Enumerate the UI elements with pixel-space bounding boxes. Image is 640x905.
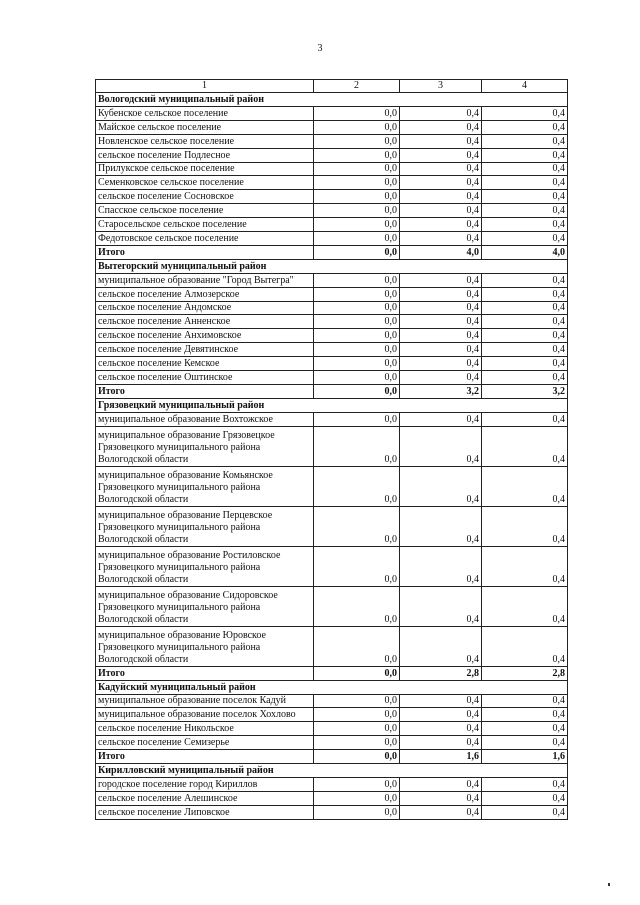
value-column-4: 0,4	[482, 586, 568, 626]
value-column-4: 0,4	[482, 134, 568, 148]
table-row	[96, 722, 568, 736]
value-column-2: 0,0	[314, 371, 400, 385]
district-title: Вытегорский муниципальный район	[96, 259, 568, 273]
settlement-name: Семенковское сельское поселение	[96, 176, 314, 190]
table-row	[96, 134, 568, 148]
settlement-name: сельское поселение Кемское	[96, 357, 314, 371]
total-row	[96, 666, 568, 680]
value-column-2: 0,0	[314, 722, 400, 736]
total-column-2: 0,0	[314, 750, 400, 764]
table-row	[96, 626, 568, 666]
value-column-3: 0,4	[400, 778, 482, 792]
total-column-4: 2,8	[482, 666, 568, 680]
value-column-3: 0,4	[400, 466, 482, 506]
value-column-2: 0,0	[314, 805, 400, 819]
total-label: Итого	[96, 245, 314, 259]
table-row	[96, 412, 568, 426]
value-column-2: 0,0	[314, 791, 400, 805]
settlement-name: сельское поселение Семизерье	[96, 736, 314, 750]
settlement-name: муниципальное образование поселок Кадуй	[96, 694, 314, 708]
value-column-4: 0,4	[482, 736, 568, 750]
value-column-4: 0,4	[482, 162, 568, 176]
total-label: Итого	[96, 666, 314, 680]
value-column-2: 0,0	[314, 287, 400, 301]
settlement-name: Новленское сельское поселение	[96, 134, 314, 148]
settlement-name: Майское сельское поселение	[96, 120, 314, 134]
table-row	[96, 694, 568, 708]
value-column-2: 0,0	[314, 343, 400, 357]
value-column-4: 0,4	[482, 120, 568, 134]
value-column-4: 0,4	[482, 426, 568, 466]
value-column-4: 0,4	[482, 546, 568, 586]
value-column-4: 0,4	[482, 791, 568, 805]
value-column-2: 0,0	[314, 506, 400, 546]
value-column-2: 0,0	[314, 134, 400, 148]
value-column-3: 0,4	[400, 120, 482, 134]
settlement-name: сельское поселение Девятинское	[96, 343, 314, 357]
value-column-2: 0,0	[314, 694, 400, 708]
district-header-row	[96, 398, 568, 412]
value-column-3: 0,4	[400, 722, 482, 736]
table-body	[96, 80, 568, 820]
table-row	[96, 273, 568, 287]
value-column-3: 0,4	[400, 176, 482, 190]
settlement-name: сельское поселение Анненское	[96, 315, 314, 329]
value-column-2: 0,0	[314, 412, 400, 426]
value-column-3: 0,4	[400, 371, 482, 385]
total-label: Итого	[96, 384, 314, 398]
column-number-4: 4	[482, 80, 568, 93]
settlement-name: сельское поселение Андомское	[96, 301, 314, 315]
table-row	[96, 736, 568, 750]
value-column-3: 0,4	[400, 232, 482, 246]
total-column-3: 2,8	[400, 666, 482, 680]
table-row	[96, 162, 568, 176]
table-row	[96, 466, 568, 506]
value-column-4: 0,4	[482, 301, 568, 315]
table-row	[96, 148, 568, 162]
value-column-3: 0,4	[400, 343, 482, 357]
settlement-name: сельское поселение Алешинское	[96, 791, 314, 805]
value-column-3: 0,4	[400, 190, 482, 204]
total-label: Итого	[96, 750, 314, 764]
margin-mark	[608, 883, 610, 886]
table-row	[96, 805, 568, 819]
value-column-3: 0,4	[400, 626, 482, 666]
value-column-4: 0,4	[482, 287, 568, 301]
value-column-4: 0,4	[482, 232, 568, 246]
value-column-2: 0,0	[314, 218, 400, 232]
value-column-4: 0,4	[482, 357, 568, 371]
settlement-name: муниципальное образование Ростиловское Грязовецкого муниципального района Вологодской области	[96, 546, 314, 586]
settlement-name: Кубенское сельское поселение	[96, 107, 314, 121]
value-column-3: 0,4	[400, 287, 482, 301]
table-row	[96, 546, 568, 586]
total-column-4: 1,6	[482, 750, 568, 764]
value-column-4: 0,4	[482, 466, 568, 506]
settlement-name: муниципальное образование Сидоровское Грязовецкого муниципального района Вологодской области	[96, 586, 314, 626]
table-row	[96, 343, 568, 357]
settlement-name: муниципальное образование поселок Хохлово	[96, 708, 314, 722]
total-row	[96, 245, 568, 259]
table-row	[96, 357, 568, 371]
value-column-4: 0,4	[482, 343, 568, 357]
value-column-4: 0,4	[482, 218, 568, 232]
settlement-name: сельское поселение Анхимовское	[96, 329, 314, 343]
district-header-row	[96, 680, 568, 694]
value-column-2: 0,0	[314, 315, 400, 329]
table-row	[96, 107, 568, 121]
table-row	[96, 778, 568, 792]
settlement-name: муниципальное образование "Город Вытегра"	[96, 273, 314, 287]
column-number-2: 2	[314, 80, 400, 93]
district-title: Грязовецкий муниципальный район	[96, 398, 568, 412]
table-row	[96, 301, 568, 315]
value-column-4: 0,4	[482, 722, 568, 736]
value-column-3: 0,4	[400, 357, 482, 371]
value-column-2: 0,0	[314, 426, 400, 466]
total-row	[96, 750, 568, 764]
value-column-3: 0,4	[400, 426, 482, 466]
total-column-2: 0,0	[314, 666, 400, 680]
total-column-2: 0,0	[314, 384, 400, 398]
table-row	[96, 506, 568, 546]
value-column-3: 0,4	[400, 546, 482, 586]
total-row	[96, 384, 568, 398]
value-column-4: 0,4	[482, 148, 568, 162]
table-row	[96, 426, 568, 466]
value-column-3: 0,4	[400, 708, 482, 722]
settlement-name: сельское поселение Подлесное	[96, 148, 314, 162]
value-column-4: 0,4	[482, 506, 568, 546]
value-column-3: 0,4	[400, 736, 482, 750]
value-column-2: 0,0	[314, 329, 400, 343]
value-column-3: 0,4	[400, 412, 482, 426]
value-column-4: 0,4	[482, 315, 568, 329]
district-header-row	[96, 259, 568, 273]
value-column-2: 0,0	[314, 546, 400, 586]
value-column-3: 0,4	[400, 506, 482, 546]
value-column-2: 0,0	[314, 232, 400, 246]
settlement-name: сельское поселение Липовское	[96, 805, 314, 819]
settlement-name: муниципальное образование Комьянское Грязовецкого муниципального района Вологодской области	[96, 466, 314, 506]
value-column-4: 0,4	[482, 778, 568, 792]
value-column-4: 0,4	[482, 190, 568, 204]
value-column-3: 0,4	[400, 148, 482, 162]
value-column-2: 0,0	[314, 273, 400, 287]
total-column-4: 3,2	[482, 384, 568, 398]
value-column-4: 0,4	[482, 273, 568, 287]
value-column-3: 0,4	[400, 791, 482, 805]
value-column-3: 0,4	[400, 329, 482, 343]
total-column-3: 3,2	[400, 384, 482, 398]
value-column-3: 0,4	[400, 107, 482, 121]
value-column-2: 0,0	[314, 357, 400, 371]
settlement-name: муниципальное образование Перцевское Грязовецкого муниципального района Вологодской области	[96, 506, 314, 546]
value-column-2: 0,0	[314, 778, 400, 792]
value-column-4: 0,4	[482, 708, 568, 722]
settlement-name: Спасское сельское поселение	[96, 204, 314, 218]
value-column-3: 0,4	[400, 315, 482, 329]
district-title: Кадуйский муниципальный район	[96, 680, 568, 694]
settlement-name: муниципальное образование Вохтожское	[96, 412, 314, 426]
settlement-name: Федотовское сельское поселение	[96, 232, 314, 246]
column-number-1: 1	[96, 80, 314, 93]
value-column-2: 0,0	[314, 466, 400, 506]
value-column-4: 0,4	[482, 107, 568, 121]
value-column-4: 0,4	[482, 204, 568, 218]
district-title: Вологодский муниципальный район	[96, 93, 568, 107]
settlement-name: сельское поселение Сосновское	[96, 190, 314, 204]
settlement-name: сельское поселение Оштинское	[96, 371, 314, 385]
table-row	[96, 371, 568, 385]
value-column-3: 0,4	[400, 301, 482, 315]
table-row	[96, 791, 568, 805]
district-header-row	[96, 764, 568, 778]
value-column-3: 0,4	[400, 273, 482, 287]
value-column-2: 0,0	[314, 301, 400, 315]
settlement-name: муниципальное образование Юровское Грязовецкого муниципального района Вологодской области	[96, 626, 314, 666]
value-column-4: 0,4	[482, 329, 568, 343]
table-row	[96, 218, 568, 232]
value-column-2: 0,0	[314, 107, 400, 121]
settlement-name: Прилукское сельское поселение	[96, 162, 314, 176]
page-number: 3	[317, 43, 323, 54]
value-column-3: 0,4	[400, 134, 482, 148]
settlement-name: городское поселение город Кириллов	[96, 778, 314, 792]
table-row	[96, 329, 568, 343]
column-number-3: 3	[400, 80, 482, 93]
table-row	[96, 190, 568, 204]
table-row	[96, 586, 568, 626]
total-column-4: 4,0	[482, 245, 568, 259]
value-column-2: 0,0	[314, 708, 400, 722]
allocation-table	[95, 79, 568, 820]
table-row	[96, 287, 568, 301]
value-column-2: 0,0	[314, 148, 400, 162]
total-column-2: 0,0	[314, 245, 400, 259]
table-row	[96, 176, 568, 190]
table-row	[96, 204, 568, 218]
value-column-4: 0,4	[482, 694, 568, 708]
table-row	[96, 120, 568, 134]
value-column-3: 0,4	[400, 204, 482, 218]
value-column-2: 0,0	[314, 190, 400, 204]
column-number-row	[96, 80, 568, 93]
value-column-2: 0,0	[314, 586, 400, 626]
value-column-2: 0,0	[314, 162, 400, 176]
table-row	[96, 315, 568, 329]
settlement-name: муниципальное образование Грязовецкое Грязовецкого муниципального района Вологодской области	[96, 426, 314, 466]
table-row	[96, 708, 568, 722]
value-column-4: 0,4	[482, 371, 568, 385]
total-column-3: 4,0	[400, 245, 482, 259]
settlement-name: сельское поселение Алмозерское	[96, 287, 314, 301]
settlement-name: Старосельское сельское поселение	[96, 218, 314, 232]
value-column-4: 0,4	[482, 412, 568, 426]
total-column-3: 1,6	[400, 750, 482, 764]
district-header-row	[96, 93, 568, 107]
value-column-4: 0,4	[482, 176, 568, 190]
value-column-3: 0,4	[400, 162, 482, 176]
settlement-name: сельское поселение Никольское	[96, 722, 314, 736]
value-column-4: 0,4	[482, 626, 568, 666]
district-title: Кирилловский муниципальный район	[96, 764, 568, 778]
value-column-4: 0,4	[482, 805, 568, 819]
value-column-3: 0,4	[400, 586, 482, 626]
value-column-2: 0,0	[314, 626, 400, 666]
value-column-3: 0,4	[400, 218, 482, 232]
value-column-2: 0,0	[314, 736, 400, 750]
value-column-3: 0,4	[400, 694, 482, 708]
value-column-2: 0,0	[314, 176, 400, 190]
value-column-2: 0,0	[314, 204, 400, 218]
value-column-2: 0,0	[314, 120, 400, 134]
value-column-3: 0,4	[400, 805, 482, 819]
table-row	[96, 232, 568, 246]
